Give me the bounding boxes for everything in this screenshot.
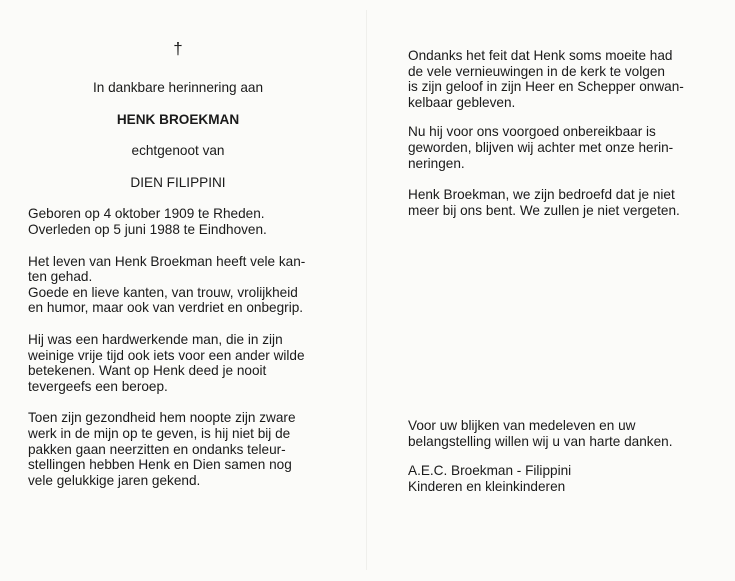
text-line: belangstelling willen wij u van harte danken. — [408, 433, 673, 449]
text-line: Voor uw blijken van medeleven en uw — [408, 418, 636, 433]
text-line: vele gelukkige jaren gekend. — [28, 472, 201, 488]
text-line: werk in de mijn op te geven, is hij niet bij de — [28, 425, 291, 441]
text-line: tevergeefs een beroep. — [28, 378, 168, 394]
paragraph-work — [28, 332, 328, 394]
text-line: Henk Broekman, we zijn bedroefd dat je niet — [408, 187, 675, 203]
text-line: de vele vernieuwingen in de kerk te volgen — [408, 63, 665, 79]
text-line: en humor, maar ook van verdriet en onbegrip. — [28, 300, 304, 316]
intro-text: In dankbare herinnering aan — [92, 80, 264, 95]
signoff-block — [408, 418, 704, 494]
text-line: ten gehad. — [28, 269, 93, 285]
text-line: betekenen. Want op Henk deed je nooit — [28, 363, 267, 379]
thanks-text — [408, 418, 704, 449]
family-name: A.E.C. Broekman - Filippini — [408, 463, 572, 479]
text-line: Goede en lieve kanten, van trouw, vrolijkheid — [28, 284, 298, 300]
paragraph-memories — [408, 124, 704, 171]
text-line: stellingen hebben Henk en Dien samen nog — [28, 457, 292, 473]
family-signature — [408, 463, 704, 494]
text-line: Toen zijn gezondheid hem noopte zijn zware — [28, 410, 296, 426]
paragraph-health — [28, 410, 328, 488]
deceased-name: HENK BROEKMAN — [116, 111, 240, 127]
paragraph-faith — [408, 48, 704, 110]
text-line: Nu hij voor ons voorgoed onbereikbaar is — [408, 124, 656, 140]
text-line: Het leven van Henk Broekman heeft vele kan- — [28, 253, 306, 269]
paragraph-farewell — [408, 187, 704, 218]
death-line: Overleden op 5 juni 1988 te Eindhoven. — [28, 221, 267, 237]
text-line: kelbaar gebleven. — [408, 94, 516, 110]
birth-line: Geboren op 4 oktober 1909 te Rheden. — [28, 206, 265, 222]
card-fold-line — [366, 10, 367, 570]
text-line: neringen. — [408, 155, 465, 171]
text-line: is zijn geloof in zijn Heer en Schepper onwan- — [408, 79, 684, 95]
text-line: pakken gaan neerzitten en ondanks teleur- — [28, 441, 286, 457]
text-line: Ondanks het feit dat Henk soms moeite had — [408, 48, 673, 63]
text-line: geworden, blijven wij achter met onze herin- — [408, 139, 674, 155]
spouse-name: DIEN FILIPPINI — [130, 174, 226, 190]
left-page — [28, 40, 328, 488]
cross-icon: † — [173, 39, 183, 58]
text-line: Hij was een hardwerkende man, die in zijn — [28, 331, 283, 347]
paragraph-life — [28, 254, 328, 316]
family-members: Kinderen en kleinkinderen — [408, 478, 566, 494]
text-line: meer bij ons bent. We zullen je niet vergeten. — [408, 202, 680, 218]
right-page — [408, 48, 704, 218]
dates-block — [28, 206, 328, 237]
relation-text: echtgenoot van — [131, 143, 225, 159]
text-line: weinige vrije tijd ook iets voor een ander wilde — [28, 347, 305, 363]
